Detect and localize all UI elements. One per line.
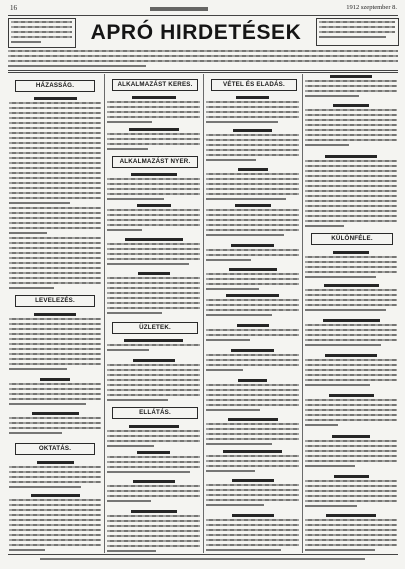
section-heading-oktatas: OKTATÁS. <box>15 443 95 455</box>
ad-text-lines-last-line <box>305 95 359 97</box>
ad-text-lines <box>107 515 200 550</box>
ad-heading <box>238 168 268 171</box>
ad-text-lines-last-line <box>107 312 162 314</box>
ad-text-lines-last-line <box>9 486 81 488</box>
ad-text-lines-last-line <box>206 369 243 371</box>
ad-heading <box>34 313 76 316</box>
header-rule-lower <box>8 72 398 73</box>
ad-text-lines <box>107 133 200 148</box>
ad-text-lines-last-line <box>206 234 284 236</box>
ad-text-lines-last-line <box>206 121 278 123</box>
ad-heading <box>34 97 77 100</box>
ad-text-lines-last-line <box>206 259 251 261</box>
ad-text-lines <box>107 364 200 399</box>
ad-text-lines-last-line <box>305 309 386 311</box>
ad-heading <box>129 425 179 428</box>
ad-heading <box>40 378 70 381</box>
ad-heading <box>226 294 279 297</box>
ad-text-lines <box>9 318 101 368</box>
ad-text-lines-last-line <box>9 368 67 370</box>
ad-text-lines-last-line <box>9 403 86 405</box>
ad-text-lines <box>107 277 200 312</box>
ad-text-lines-last-line <box>305 424 338 426</box>
ad-text-lines-last-line <box>305 225 344 227</box>
section-heading-uzletek: ÜZLETEK. <box>112 322 198 334</box>
ad-text-lines <box>107 485 200 500</box>
header-right-box-text <box>319 21 395 36</box>
column-rule <box>302 74 303 553</box>
ad-text-lines <box>206 273 299 288</box>
page-number: 16 <box>10 4 17 12</box>
ad-text-lines-last-line <box>206 504 264 506</box>
ad-text-lines-last-line <box>305 276 376 278</box>
ad-text-lines-last-line <box>206 549 281 551</box>
section-heading-ellatas: ELLÁTÁS. <box>112 407 198 419</box>
ad-heading <box>124 339 183 342</box>
ad-text-lines-last-line <box>305 505 357 507</box>
ad-text-lines-last-line <box>107 263 189 265</box>
ad-text-lines <box>305 480 397 505</box>
ad-heading <box>332 435 370 438</box>
ad-text-lines <box>9 102 101 202</box>
ad-text-lines-last-line <box>107 349 149 351</box>
ad-heading <box>325 155 377 158</box>
ad-heading <box>334 475 369 478</box>
ad-heading <box>233 129 272 132</box>
ad-text-lines <box>305 109 397 144</box>
ad-text-lines <box>107 101 200 121</box>
ad-text-lines-last-line <box>206 159 256 161</box>
ad-heading <box>231 244 274 247</box>
ad-heading <box>232 479 274 482</box>
ad-heading <box>325 354 377 357</box>
ad-text-lines <box>305 519 397 549</box>
ad-heading <box>138 272 170 275</box>
ad-heading <box>229 268 277 271</box>
ad-text-lines-last-line <box>9 232 47 234</box>
ad-text-lines <box>206 249 299 259</box>
section-heading-alkalmazast-keres: ALKALMAZÁST KERES. <box>112 79 198 91</box>
ad-heading <box>133 480 175 483</box>
ad-text-lines-last-line <box>9 202 70 204</box>
ad-text-lines <box>206 173 299 198</box>
section-heading-levelezes: LEVELEZÉS. <box>15 295 95 307</box>
ad-heading <box>237 324 269 327</box>
header-left-box-text <box>11 21 72 41</box>
ad-text-lines <box>9 466 101 486</box>
header-rule-upper <box>8 70 398 71</box>
ad-text-lines <box>206 209 299 234</box>
ad-heading <box>137 204 171 207</box>
ad-text-lines-last-line <box>9 287 54 289</box>
top-rule <box>8 15 398 16</box>
ad-text-lines <box>206 455 299 470</box>
ad-heading <box>223 450 282 453</box>
ad-heading <box>236 96 269 99</box>
ad-text-lines-last-line <box>107 445 154 447</box>
ad-text-lines-last-line <box>107 121 152 123</box>
ad-heading <box>326 514 376 517</box>
ad-text-lines <box>206 384 299 409</box>
ad-text-lines <box>206 329 299 339</box>
ad-text-lines <box>9 499 101 549</box>
ad-text-lines <box>206 484 299 504</box>
ad-text-lines <box>206 299 299 314</box>
ad-text-lines <box>305 359 397 384</box>
section-heading-alkalmazast-nyer: ALKALMAZÁST NYER. <box>112 156 198 168</box>
ad-text-lines <box>107 456 200 471</box>
issue-date: 1912 szeptember 8. <box>346 4 397 11</box>
ad-text-lines-last-line <box>206 470 255 472</box>
ad-text-lines-last-line <box>206 443 272 445</box>
ad-text-lines-last-line <box>206 288 259 290</box>
ad-text-lines-last-line <box>305 344 381 346</box>
column-rule <box>104 74 105 553</box>
ad-heading <box>238 379 267 382</box>
ad-text-lines-last-line <box>305 144 349 146</box>
ad-heading <box>137 451 170 454</box>
ad-text-lines-last-line <box>206 409 260 411</box>
footer-text-last-line <box>40 558 365 560</box>
header-notice-text-last-line <box>8 65 146 67</box>
ad-heading <box>329 394 374 397</box>
ad-text-lines <box>9 383 101 403</box>
ad-text-lines <box>305 289 397 309</box>
section-heading-kulonfele: KÜLÖNFÉLE. <box>311 233 393 245</box>
ad-text-lines <box>107 209 200 229</box>
footer-rule <box>8 554 398 555</box>
ad-heading <box>323 319 380 322</box>
ad-text-lines <box>305 256 397 276</box>
header-notice-text <box>8 50 398 65</box>
ad-text-lines-last-line <box>305 549 375 551</box>
ad-text-lines <box>107 243 200 263</box>
ad-text-lines-last-line <box>107 471 190 473</box>
ad-text-lines-last-line <box>206 314 272 316</box>
ad-heading <box>129 128 179 131</box>
ad-text-lines <box>9 207 101 232</box>
ad-heading <box>231 349 274 352</box>
ad-text-lines <box>305 399 397 424</box>
ad-heading <box>133 359 175 362</box>
ad-text-lines-last-line <box>9 549 45 551</box>
section-heading-hazassag: HÁZASSÁG. <box>15 80 95 92</box>
ad-text-lines-last-line <box>9 432 62 434</box>
ad-text-lines-last-line <box>305 384 370 386</box>
ad-text-lines <box>305 160 397 225</box>
ad-heading <box>232 514 274 517</box>
section-heading-vetel-es-eladas: VÉTEL ÉS ELADÁS. <box>211 79 297 91</box>
ad-text-lines-last-line <box>206 198 286 200</box>
ad-text-lines <box>9 417 101 432</box>
ad-text-lines-last-line <box>107 198 164 200</box>
ad-heading <box>131 510 177 513</box>
ad-text-lines <box>9 237 101 287</box>
ad-text-lines <box>206 134 299 159</box>
ad-text-lines <box>305 80 397 95</box>
ad-heading <box>228 418 278 421</box>
ad-text-lines-last-line <box>206 339 250 341</box>
ad-heading <box>131 173 177 176</box>
ad-text-lines <box>206 101 299 121</box>
ad-text-lines-last-line <box>107 148 148 150</box>
ad-heading <box>125 238 183 241</box>
ad-heading <box>324 284 379 287</box>
newspaper-name <box>150 7 208 11</box>
ad-text-lines <box>206 519 299 549</box>
ad-heading <box>333 104 369 107</box>
header-right-box-text-last-line <box>319 36 386 38</box>
ad-text-lines-last-line <box>107 229 142 231</box>
ad-heading <box>235 204 271 207</box>
ad-text-lines-last-line <box>305 465 355 467</box>
ad-text-lines <box>305 324 397 344</box>
ad-heading <box>37 461 74 464</box>
ad-heading <box>132 96 176 99</box>
ad-text-lines-last-line <box>107 550 156 552</box>
ad-heading <box>333 251 369 254</box>
ad-text-lines-last-line <box>107 399 168 401</box>
ad-heading <box>31 494 80 497</box>
ad-heading <box>32 412 79 415</box>
page-title: APRÓ HIRDETÉSEK <box>90 21 302 44</box>
ad-text-lines <box>206 423 299 443</box>
ad-text-lines-last-line <box>107 500 151 502</box>
column-rule <box>203 74 204 553</box>
ad-text-lines <box>107 178 200 198</box>
ad-heading <box>330 75 372 78</box>
ad-text-lines <box>305 440 397 465</box>
ad-text-lines <box>206 354 299 369</box>
ad-text-lines <box>107 430 200 445</box>
header-left-box-text-last-line <box>11 41 41 43</box>
